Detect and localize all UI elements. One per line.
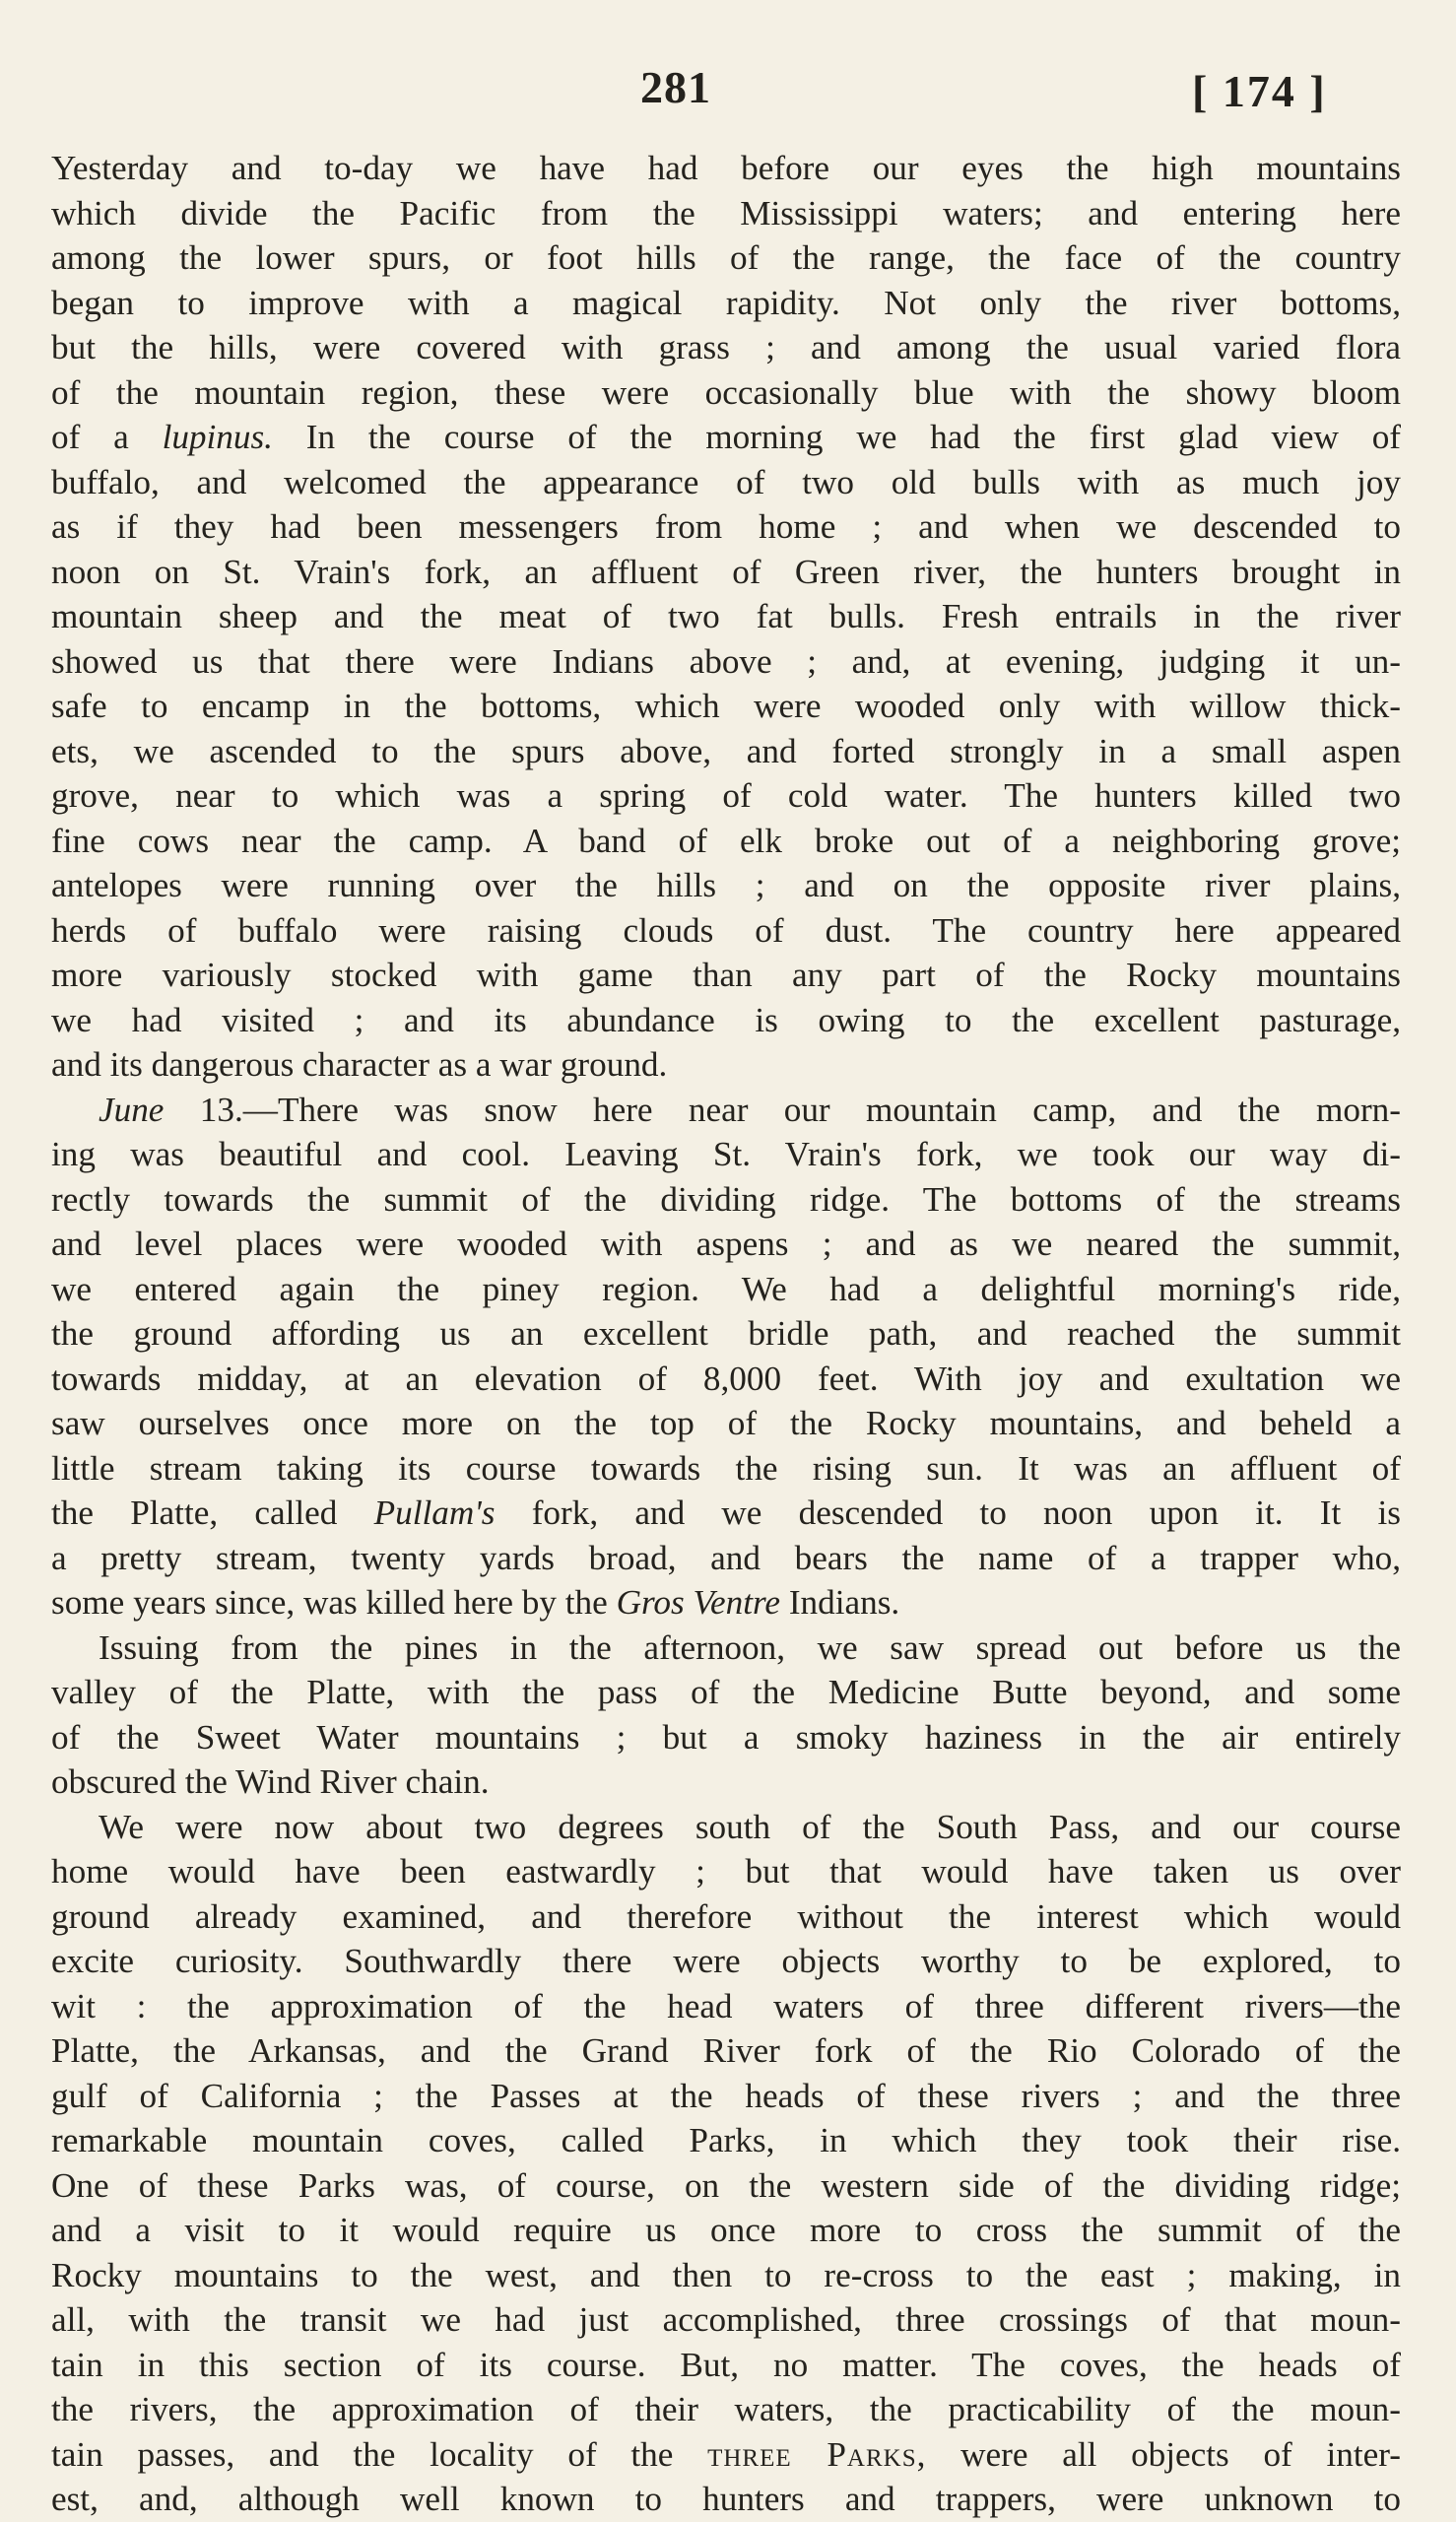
text-line: Issuing from the pines in the afternoon, we saw spread out before us the — [99, 1627, 1401, 1667]
italic-text: June — [99, 1090, 165, 1129]
italic-text: Pullam's — [373, 1493, 496, 1532]
text-line: as if they had been messengers from home ; and when we descended to — [51, 507, 1401, 546]
italic-text: lupinus. — [162, 418, 273, 456]
paragraph — [51, 146, 1401, 1088]
text-line: home would have been eastwardly ; but that would have taken us over — [51, 1852, 1401, 1891]
text-line: the rivers, the approximation of their waters, the practicability of the moun- — [51, 2390, 1401, 2428]
text-line: One of these Parks was, of course, on the western side of the dividing ridge; — [51, 2165, 1401, 2205]
text-line: obscured the Wind River chain. — [51, 1762, 490, 1801]
text-line: est, and, although well known to hunters and trappers, were unknown to — [51, 2480, 1401, 2518]
text-line: Yesterday and to-day we have had before our eyes the high mountains — [51, 149, 1401, 187]
text-line: fine cows near the camp. A band of elk broke out of a neighboring grove; — [51, 821, 1401, 860]
text-line: wit : the approximation of the head waters of three different rivers—the — [51, 1986, 1401, 2025]
text-line: began to improve with a magical rapidity. Not only the river bottoms, — [51, 283, 1401, 322]
page-number: 281 — [640, 62, 711, 112]
text-line: we entered again the piney region. We had a delightful morning's ride, — [51, 1269, 1401, 1308]
text-line: showed us that there were Indians above ; and, at evening, judging it un- — [51, 641, 1401, 681]
text-line: safe to encamp in the bottoms, which were wooded only with willow thick- — [51, 687, 1401, 725]
text-line: buffalo, and welcomed the appearance of two old bulls with as much joy — [51, 462, 1401, 501]
text-line: and a visit to it would require us once more to cross the summit of the — [51, 2211, 1401, 2249]
italic-text: Gros Ventre — [616, 1583, 781, 1622]
small-caps-text: three Parks, — [707, 2434, 927, 2474]
text-line: Platte, the Arkansas, and the Grand River fork of the Rio Colorado of the — [51, 2031, 1401, 2070]
text-line: tain passes, and the locality of the three Parks, were all objects of inter- — [51, 2434, 1401, 2474]
text-line: valley of the Platte, with the pass of the Medicine Butte beyond, and some — [51, 1673, 1401, 1711]
text-line: more variously stocked with game than any part of the Rocky mountains — [51, 956, 1401, 994]
original-page-number: [ 174 ] — [1192, 66, 1327, 116]
paragraph — [51, 1805, 1401, 2522]
text-line: we had visited ; and its abundance is owing to the excellent pasturage, — [51, 1000, 1401, 1039]
page-header — [0, 61, 1456, 130]
text-line: grove, near to which was a spring of cold water. The hunters killed two — [51, 776, 1401, 815]
paragraph — [51, 1626, 1401, 1805]
text-line: rectly towards the summit of the dividing ridge. The bottoms of the streams — [51, 1179, 1401, 1219]
text-line: the Platte, called Pullam's fork, and we descended to noon upon it. It is — [51, 1493, 1401, 1532]
text-line: of a lupinus. In the course of the morning we had the first glad view of — [51, 418, 1402, 456]
text-line: little stream taking its course towards the rising sun. It was an affluent of — [51, 1448, 1401, 1488]
text-line: and level places were wooded with aspens ; and as we neared the summit, — [51, 1225, 1401, 1263]
text-line: of the mountain region, these were occasionally blue with the showy bloom — [51, 372, 1401, 412]
text-line: ground already examined, and therefore without the interest which would — [51, 1896, 1401, 1936]
text-line: remarkable mountain coves, called Parks, in which they took their rise. — [51, 2121, 1401, 2159]
page-body — [51, 146, 1401, 2522]
text-line: which divide the Pacific from the Mississippi waters; and entering here — [51, 193, 1401, 232]
text-line: excite curiosity. Southwardly there were objects worthy to be explored, to — [51, 1942, 1401, 1980]
text-line: We were now about two degrees south of the South Pass, and our course — [99, 1807, 1401, 1846]
text-line: some years since, was killed here by the Gros Ventre Indians. — [51, 1583, 900, 1622]
text-line: noon on St. Vrain's fork, an affluent of Green river, the hunters brought in — [51, 552, 1401, 591]
text-line: among the lower spurs, or foot hills of the range, the face of the country — [51, 238, 1401, 277]
text-line: of the Sweet Water mountains ; but a smoky haziness in the air entirely — [51, 1717, 1401, 1757]
text-line: gulf of California ; the Passes at the heads of these rivers ; and the three — [51, 2076, 1401, 2115]
text-line: June 13.—There was snow here near our mountain camp, and the morn- — [99, 1090, 1401, 1129]
text-line: ing was beautiful and cool. Leaving St. Vrain's fork, we took our way di- — [51, 1135, 1401, 1173]
text-line: and its dangerous character as a war ground. — [51, 1045, 668, 1084]
paragraph — [51, 1088, 1401, 1626]
text-line: antelopes were running over the hills ; and on the opposite river plains, — [51, 866, 1401, 904]
text-line: saw ourselves once more on the top of the Rocky mountains, and beheld a — [51, 1404, 1401, 1442]
text-line: mountain sheep and the meat of two fat bulls. Fresh entrails in the river — [51, 597, 1401, 635]
text-line: all, with the transit we had just accomplished, three crossings of that moun- — [51, 2300, 1401, 2339]
text-line: but the hills, were covered with grass ; and among the usual varied flora — [51, 328, 1401, 366]
text-line: the ground affording us an excellent bridle path, and reached the summit — [51, 1314, 1401, 1353]
text-line: Rocky mountains to the west, and then to re-cross to the east ; making, in — [51, 2255, 1401, 2294]
text-line: herds of buffalo were raising clouds of dust. The country here appeared — [51, 910, 1401, 950]
text-line: a pretty stream, twenty yards broad, and bears the name of a trapper who, — [51, 1538, 1401, 1577]
text-line: towards midday, at an elevation of 8,000 feet. With joy and exultation we — [51, 1359, 1401, 1398]
text-line: ets, we ascended to the spurs above, and forted strongly in a small aspen — [51, 731, 1401, 770]
text-line: tain in this section of its course. But, no matter. The coves, the heads of — [51, 2345, 1401, 2384]
